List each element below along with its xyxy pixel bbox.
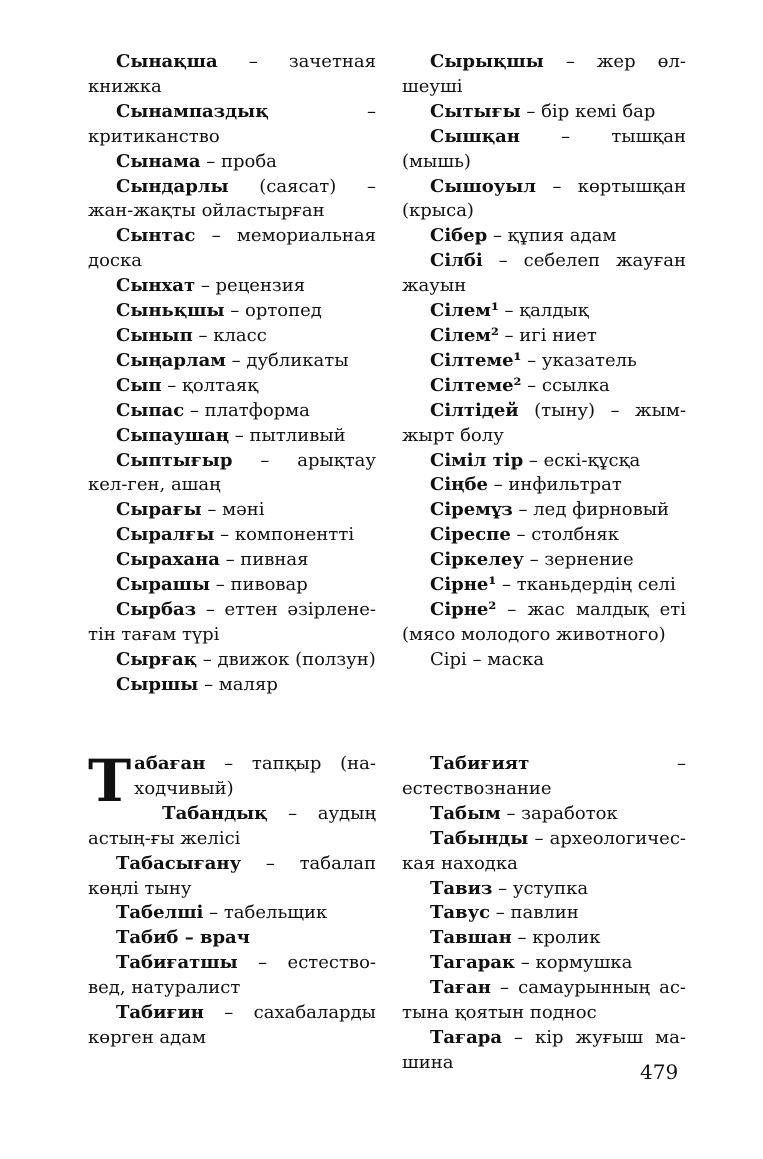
dictionary-entry [88, 648, 376, 673]
entry-term: Сынып [116, 324, 193, 346]
entry-definition: – тапқыр (на-ходчивый) [134, 753, 376, 799]
dictionary-entry [402, 573, 686, 598]
entry-term: Табым [430, 802, 501, 824]
entry-definition: – заработок [500, 802, 618, 824]
dictionary-entry [402, 523, 686, 548]
dictionary-entry [402, 125, 686, 175]
dictionary-entry [88, 399, 376, 424]
dictionary-entry [88, 274, 376, 299]
entry-term: Сырғақ [116, 648, 198, 670]
dictionary-entry [88, 951, 376, 1001]
dictionary-entry [88, 926, 376, 951]
entry-definition: – зернение [523, 549, 634, 571]
entry-term: Сыршы [116, 673, 199, 695]
entry-term: Сып [116, 374, 162, 396]
entry-term: Сырбаз [116, 598, 197, 620]
dictionary-entry [402, 877, 686, 902]
dictionary-entry [88, 175, 376, 225]
entry-definition: – жас малдық еті (мясо молодого животного) [402, 598, 686, 645]
entry-definition: – самаурынның ас-тына қоятын поднос [402, 977, 686, 1024]
dictionary-entry [402, 951, 686, 976]
dictionary-entry [402, 374, 686, 399]
dictionary-entry [88, 324, 376, 349]
entry-definition: – сахабаларды көрген адам [88, 1002, 376, 1048]
entry-definition: – инфильтрат [487, 474, 622, 496]
column-top-left [88, 50, 376, 698]
dictionary-entry [402, 926, 686, 951]
column-bottom-right [402, 752, 686, 1076]
dictionary-entry [402, 598, 686, 648]
entry-definition: – құпия адам [487, 225, 617, 247]
dictionary-entry [402, 175, 686, 225]
entry-term: Сіміл тір [430, 449, 524, 471]
entry-term: Сірне¹ [430, 574, 497, 596]
dictionary-entry [88, 50, 376, 100]
entry-term: Табелші [116, 902, 204, 924]
entry-definition: – естествознание [402, 753, 686, 799]
entry-term: Сілбі [430, 250, 483, 272]
entry-definition: – павлин [490, 902, 579, 924]
dictionary-entry [88, 598, 376, 648]
dictionary-entry [88, 224, 376, 274]
entry-term: Табиб [116, 927, 179, 949]
entry-definition: – жер өл-шеуші [402, 51, 686, 97]
dictionary-entry [88, 573, 376, 598]
entry-definition: (тыну) – жым-жырт болу [402, 399, 686, 446]
entry-term: Сырашы [116, 574, 211, 596]
entry-term: Сіңбе [430, 474, 488, 496]
entry-term: Сышқан [430, 125, 520, 147]
entry-definition: – қалдық [498, 300, 589, 322]
entry-definition: – уступка [492, 877, 589, 899]
entry-definition: (саясат) – жан-жақты ойластырған [88, 175, 376, 222]
dictionary-entry [88, 374, 376, 399]
entry-definition: – пивная [219, 549, 309, 571]
dictionary-entry [88, 673, 376, 698]
dictionary-entry [402, 648, 686, 673]
entry-definition: – платформа [184, 399, 310, 421]
entry-definition: – лед фирновый [512, 499, 670, 521]
entry-definition: – көртышқан (крыса) [402, 175, 686, 222]
entry-definition: – тканьдердің селі [496, 574, 676, 596]
entry-term: Тавшан [430, 927, 512, 949]
entry-term: Сытығы [430, 100, 521, 122]
dictionary-entry [88, 852, 376, 902]
entry-definition: – себелеп жауған жауын [402, 250, 686, 297]
entry-term: Сіркелеу [430, 549, 524, 571]
entry-term: Сыралғы [116, 524, 215, 546]
entry-definition: – указатель [521, 349, 637, 371]
entry-definition: – компонентті [214, 524, 355, 546]
entry-definition: – пытливый [229, 424, 346, 446]
entry-term: Сынампаздық [116, 100, 269, 122]
dictionary-entry [88, 150, 376, 175]
dictionary-entry [88, 548, 376, 573]
entry-term: Сырахана [116, 549, 220, 571]
entry-term: Сілем² [430, 324, 499, 346]
dictionary-entry [402, 399, 686, 449]
entry-definition: – рецензия [195, 275, 306, 297]
entry-term: Табиғатшы [116, 952, 238, 974]
entry-term: Сырағы [116, 499, 202, 521]
entry-term: Табасығану [116, 852, 242, 874]
entry-term: Сыңарлам [116, 349, 226, 371]
dictionary-entry [402, 349, 686, 374]
entry-term: Сынтас [116, 225, 196, 247]
entry-term: Сышоуыл [430, 175, 536, 197]
entry-definition: – бір кемі бар [520, 100, 656, 122]
entry-definition: – естество-вед, натуралист [88, 952, 376, 999]
entry-definition: – критиканство [88, 100, 376, 147]
dictionary-entry [402, 224, 686, 249]
entry-definition: – кролик [511, 927, 601, 949]
entry-definition: – ескі-құсқа [523, 449, 641, 471]
dictionary-entry [88, 349, 376, 374]
entry-term: Сынама [116, 150, 201, 172]
entry-term: Сындарлы [116, 175, 229, 197]
column-bottom-left [88, 747, 376, 1051]
dictionary-entry [88, 100, 376, 150]
entry-definition: – еттен әзірлене-тін тағам түрі [88, 598, 376, 645]
entry-term: Сырықшы [430, 51, 544, 72]
entry-term: Тавиз [430, 877, 493, 899]
entry-term: Сіреспе [430, 524, 511, 546]
entry-term: Сыпаушаң [116, 424, 230, 446]
entry-term: Сілем¹ [430, 300, 499, 322]
entry-definition: – аудың астың-ғы желісі [88, 802, 376, 849]
entry-term: Табынды [430, 827, 529, 849]
entry-term: Сірі [430, 648, 467, 670]
entry-term: Табиғин [116, 1002, 204, 1024]
entry-definition: – движок (ползун) [197, 648, 376, 670]
entry-term: Тавус [430, 902, 491, 924]
entry-definition: – дубликаты [225, 349, 349, 371]
entry-definition: – археологичес-кая находка [402, 827, 686, 874]
entry-definition: – проба [200, 150, 277, 172]
dictionary-entry [88, 498, 376, 523]
dictionary-entry [402, 548, 686, 573]
dictionary-entry [88, 1001, 376, 1051]
dictionary-entry [402, 827, 686, 877]
entry-definition: – арықтау кел-ген, ашаң [88, 449, 376, 496]
entry-term: Сынхат [116, 275, 196, 297]
entry-term: Табиғият [430, 753, 530, 774]
entry-definition: – ссылка [521, 374, 610, 396]
column-top-right [402, 50, 686, 673]
page-number: 479 [640, 1060, 679, 1084]
entry-definition: – тышқан (мышь) [402, 125, 686, 172]
dictionary-entry [402, 449, 686, 474]
entry-term: Тағара [430, 1026, 502, 1048]
dictionary-entry [88, 523, 376, 548]
entry-term: Сірне² [430, 598, 497, 620]
entry-definition: – табельщик [203, 902, 328, 924]
entry-definition: – столбняк [510, 524, 619, 546]
entry-term: абаған [134, 753, 206, 774]
drop-cap-letter: Т [88, 747, 132, 815]
entry-term: Сібер [430, 225, 488, 247]
entry-term: Табандық [162, 802, 268, 824]
dictionary-entry [402, 100, 686, 125]
entry-definition: – врач [178, 927, 250, 949]
entry-definition: – зачетная книжка [88, 51, 376, 97]
entry-definition: – табалап көңлі тыну [88, 852, 376, 899]
dictionary-entry [402, 752, 686, 802]
dictionary-entry [402, 976, 686, 1026]
entry-definition: – мемориальная доска [88, 225, 376, 272]
entry-definition: – пивовар [210, 574, 308, 596]
dictionary-entry [402, 249, 686, 299]
dictionary-entry [402, 299, 686, 324]
entry-term: Тагарак [430, 952, 515, 974]
entry-term: Сыптығыр [116, 449, 233, 471]
dictionary-entry [88, 299, 376, 324]
dictionary-entry [402, 473, 686, 498]
entry-definition: – мәні [201, 499, 265, 521]
dictionary-entry [402, 901, 686, 926]
entry-term: Таған [430, 977, 491, 999]
dictionary-entry [88, 449, 376, 499]
entry-term: Сілтеме² [430, 374, 522, 396]
entry-definition: – кір жуғыш ма-шина [402, 1026, 686, 1073]
entry-definition: – маска [466, 648, 545, 670]
entry-definition: – қолтаяқ [161, 374, 259, 396]
dictionary-entry [88, 901, 376, 926]
entry-definition: – игі ниет [498, 324, 597, 346]
dictionary-entry [88, 802, 376, 852]
entry-definition: – класс [192, 324, 267, 346]
entry-term: Сыпас [116, 399, 185, 421]
entry-term: Сілтеме¹ [430, 349, 522, 371]
dictionary-entry [402, 802, 686, 827]
entry-definition: – маляр [198, 673, 278, 695]
entry-definition: – ортопед [224, 300, 322, 322]
dictionary-entry [402, 324, 686, 349]
entry-term: Сіремұз [430, 499, 513, 521]
dictionary-entry [402, 498, 686, 523]
dictionary-entry [402, 50, 686, 100]
entry-term: Сыньқшы [116, 300, 225, 322]
entry-term: Сынақша [116, 51, 218, 72]
dictionary-entry [88, 424, 376, 449]
entry-term: Сілтідей [430, 399, 519, 421]
entry-definition: – кормушка [515, 952, 633, 974]
